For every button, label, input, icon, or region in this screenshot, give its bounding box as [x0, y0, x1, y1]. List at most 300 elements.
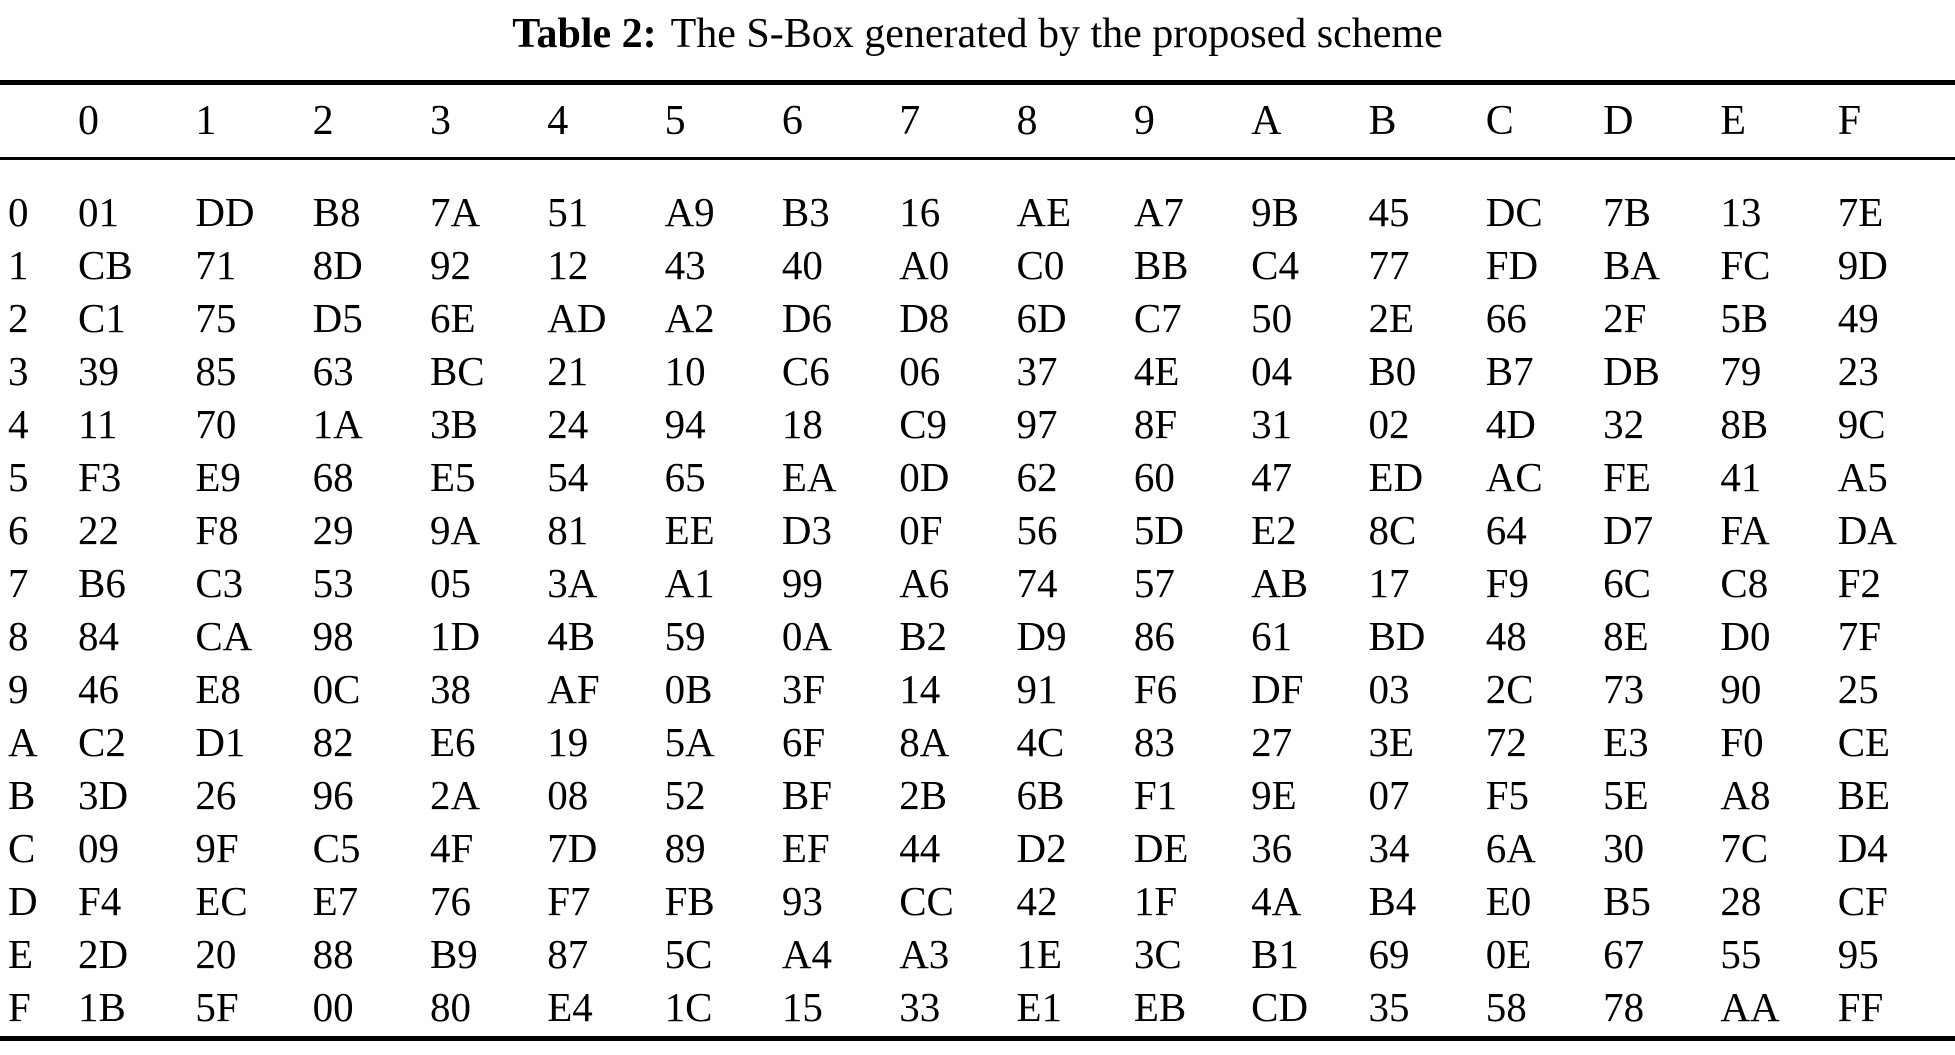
- sbox-cell: FC: [1720, 242, 1771, 288]
- sbox-cell: 04: [1251, 348, 1293, 394]
- sbox-cell: CE: [1837, 719, 1891, 765]
- sbox-cell: B5: [1603, 878, 1651, 924]
- sbox-cell: ED: [1368, 454, 1424, 500]
- sbox-cell: 88: [312, 931, 354, 977]
- col-header: C: [1485, 98, 1514, 144]
- sbox-cell: 39: [78, 348, 119, 394]
- sbox-cell: F7: [547, 878, 591, 924]
- sbox-cell: 57: [1133, 560, 1175, 606]
- sbox-cell: 6B: [1016, 772, 1065, 818]
- col-header: 9: [1133, 98, 1155, 144]
- sbox-cell: 07: [1368, 772, 1410, 818]
- row-header: C: [8, 825, 36, 871]
- sbox-cell: C9: [899, 401, 948, 447]
- col-header: A: [1251, 98, 1282, 144]
- sbox-cell: 17: [1368, 560, 1410, 606]
- sbox-cell: 64: [1485, 507, 1527, 553]
- sbox-cell: 96: [312, 772, 354, 818]
- sbox-cell: 6F: [781, 719, 826, 765]
- sbox-cell: B0: [1368, 348, 1417, 394]
- sbox-cell: 3E: [1368, 719, 1414, 765]
- sbox-cell: DE: [1133, 825, 1189, 871]
- sbox-cell: 18: [781, 401, 823, 447]
- sbox-cell: 1B: [78, 984, 126, 1030]
- sbox-cell: E4: [547, 984, 593, 1030]
- table-row: [0, 663, 1955, 716]
- sbox-cell: 4E: [1133, 348, 1180, 394]
- col-header: 3: [429, 98, 451, 144]
- sbox-cell: 85: [195, 348, 237, 394]
- sbox-cell: 46: [78, 666, 119, 712]
- col-header: B: [1368, 98, 1397, 144]
- sbox-cell: 22: [78, 507, 119, 553]
- sbox-cell: 19: [547, 719, 589, 765]
- sbox-cell: 5E: [1603, 772, 1649, 818]
- sbox-cell: 69: [1368, 931, 1410, 977]
- row-header: 7: [8, 560, 29, 606]
- sbox-cell: 0F: [899, 507, 943, 553]
- sbox-cell: E7: [312, 878, 359, 924]
- sbox-cell: 21: [547, 348, 589, 394]
- sbox-cell: 9C: [1837, 401, 1886, 447]
- row-header: 3: [8, 348, 29, 394]
- sbox-cell: A7: [1133, 189, 1184, 235]
- sbox-cell: 82: [312, 719, 354, 765]
- sbox-cell: 5C: [664, 931, 713, 977]
- sbox-cell: 05: [429, 560, 471, 606]
- sbox-cell: AA: [1720, 984, 1780, 1030]
- sbox-cell: 76: [429, 878, 471, 924]
- col-header: 5: [664, 98, 686, 144]
- sbox-cell: D4: [1837, 825, 1888, 871]
- sbox-cell: 42: [1016, 878, 1058, 924]
- row-header: A: [8, 719, 38, 765]
- sbox-cell: F8: [195, 507, 239, 553]
- sbox-cell: 77: [1368, 242, 1410, 288]
- sbox-cell: 8B: [1720, 401, 1769, 447]
- sbox-cell: 60: [1133, 454, 1175, 500]
- sbox-cell: D9: [1016, 613, 1067, 659]
- sbox-cell: 9B: [1251, 189, 1299, 235]
- sbox-cell: 33: [899, 984, 941, 1030]
- sbox-cell: 32: [1603, 401, 1645, 447]
- sbox-cell: 68: [312, 454, 354, 500]
- sbox-cell: 23: [1837, 348, 1879, 394]
- sbox-cell: B3: [781, 189, 830, 235]
- sbox-cell: 59: [664, 613, 706, 659]
- sbox-cell: E1: [1016, 984, 1063, 1030]
- sbox-cell: E6: [429, 719, 476, 765]
- row-header: 9: [8, 666, 29, 712]
- sbox-cell: 78: [1603, 984, 1645, 1030]
- sbox-cell: D3: [781, 507, 832, 553]
- sbox-cell: 87: [547, 931, 589, 977]
- row-header: F: [8, 984, 31, 1030]
- sbox-cell: 9F: [195, 825, 239, 871]
- row-header: D: [8, 878, 38, 924]
- sbox-cell: 5A: [664, 719, 715, 765]
- sbox-cell: 37: [1016, 348, 1058, 394]
- table-row: [0, 504, 1955, 557]
- sbox-cell: 7D: [547, 825, 598, 871]
- sbox-cell: 3A: [547, 560, 598, 606]
- sbox-cell: 51: [547, 189, 589, 235]
- sbox-cell: 34: [1368, 825, 1410, 871]
- sbox-cell: 55: [1720, 931, 1762, 977]
- header-row: [0, 85, 1955, 157]
- row-header: 1: [8, 242, 29, 288]
- sbox-cell: A1: [664, 560, 715, 606]
- sbox-cell: D7: [1603, 507, 1654, 553]
- sbox-cell: B6: [78, 560, 126, 606]
- sbox-cell: F0: [1720, 719, 1764, 765]
- sbox-cell: A5: [1837, 454, 1888, 500]
- sbox-cell: 38: [429, 666, 471, 712]
- sbox-cell: 70: [195, 401, 237, 447]
- table-row: [0, 557, 1955, 610]
- sbox-cell: 80: [429, 984, 471, 1030]
- sbox-cell: 20: [195, 931, 237, 977]
- sbox-cell: 8F: [1133, 401, 1178, 447]
- sbox-cell: 35: [1368, 984, 1410, 1030]
- sbox-cell: 5F: [195, 984, 239, 1030]
- sbox-cell: C0: [1016, 242, 1065, 288]
- table-row: [0, 875, 1955, 928]
- sbox-cell: E3: [1603, 719, 1649, 765]
- table-row: [0, 822, 1955, 875]
- sbox-cell: 12: [547, 242, 589, 288]
- sbox-cell: 7A: [429, 189, 481, 235]
- sbox-cell: FE: [1603, 454, 1651, 500]
- sbox-cell: 1F: [1133, 878, 1178, 924]
- sbox-cell: 91: [1016, 666, 1058, 712]
- sbox-cell: 4F: [429, 825, 474, 871]
- sbox-cell: D0: [1720, 613, 1771, 659]
- sbox-cell: DF: [1251, 666, 1304, 712]
- sbox-cell: 97: [1016, 401, 1058, 447]
- sbox-cell: 29: [312, 507, 354, 553]
- sbox-cell: EF: [781, 825, 830, 871]
- table-row: [0, 769, 1955, 822]
- sbox-cell: 28: [1720, 878, 1762, 924]
- sbox-cell: 00: [312, 984, 354, 1030]
- sbox-cell: F5: [1485, 772, 1530, 818]
- sbox-cell: 01: [78, 189, 119, 235]
- sbox-cell: 92: [429, 242, 471, 288]
- sbox-cell: 27: [1251, 719, 1293, 765]
- sbox-cell: DB: [1603, 348, 1661, 394]
- sbox-cell: 48: [1485, 613, 1527, 659]
- sbox-cell: FD: [1485, 242, 1539, 288]
- sbox-cell: 9D: [1837, 242, 1888, 288]
- sbox-cell: AF: [547, 666, 600, 712]
- sbox-cell: FB: [664, 878, 715, 924]
- sbox-cell: A9: [664, 189, 715, 235]
- sbox-cell: 53: [312, 560, 354, 606]
- sbox-cell: E5: [429, 454, 476, 500]
- sbox-cell: 4C: [1016, 719, 1065, 765]
- sbox-cell: 62: [1016, 454, 1058, 500]
- sbox-cell: 52: [664, 772, 706, 818]
- row-header: 5: [8, 454, 29, 500]
- sbox-cell: 15: [781, 984, 823, 1030]
- sbox-cell: D2: [1016, 825, 1067, 871]
- sbox-cell: 54: [547, 454, 589, 500]
- sbox-cell: AC: [1485, 454, 1543, 500]
- sbox-cell: 4B: [547, 613, 596, 659]
- sbox-cell: 1E: [1016, 931, 1063, 977]
- sbox-cell: 49: [1837, 295, 1879, 341]
- sbox-cell: BB: [1133, 242, 1189, 288]
- col-header: 6: [781, 98, 803, 144]
- sbox-cell: 3D: [78, 772, 129, 818]
- table-caption-label: Table 2:: [512, 11, 657, 57]
- col-header: D: [1603, 98, 1634, 144]
- sbox-cell: 25: [1837, 666, 1879, 712]
- sbox-cell: 43: [664, 242, 706, 288]
- sbox-cell: C6: [781, 348, 830, 394]
- sbox-cell: 11: [78, 401, 118, 447]
- sbox-cell: 7E: [1837, 189, 1884, 235]
- sbox-cell: 86: [1133, 613, 1175, 659]
- table-row: [0, 928, 1955, 981]
- sbox-cell: C5: [312, 825, 361, 871]
- row-header: 2: [8, 295, 29, 341]
- table-caption-text: The S-Box generated by the proposed scheme: [670, 11, 1443, 57]
- sbox-cell: F1: [1133, 772, 1178, 818]
- sbox-cell: BD: [1368, 613, 1426, 659]
- sbox-cell: 98: [312, 613, 354, 659]
- sbox-cell: F9: [1485, 560, 1530, 606]
- sbox-cell: 7C: [1720, 825, 1769, 871]
- sbox-cell: 36: [1251, 825, 1293, 871]
- sbox-cell: 47: [1251, 454, 1293, 500]
- sbox-cell: F4: [78, 878, 122, 924]
- sbox-cell: 02: [1368, 401, 1410, 447]
- sbox-cell: 2C: [1485, 666, 1534, 712]
- sbox-cell: E2: [1251, 507, 1297, 553]
- row-header: E: [8, 931, 34, 977]
- sbox-cell: 03: [1368, 666, 1410, 712]
- sbox-cell: B1: [1251, 931, 1299, 977]
- table-row: [0, 610, 1955, 663]
- sbox-cell: EC: [195, 878, 248, 924]
- sbox-cell: 4A: [1251, 878, 1302, 924]
- sbox-cell: 72: [1485, 719, 1527, 765]
- sbox-cell: 5B: [1720, 295, 1769, 341]
- sbox-cell: 08: [547, 772, 589, 818]
- table-body: [0, 160, 1955, 1034]
- sbox-cell: 1D: [429, 613, 481, 659]
- bottom-rule: [0, 1036, 1955, 1041]
- sbox-cell: 09: [78, 825, 119, 871]
- sbox-cell: CB: [78, 242, 133, 288]
- sbox-cell: D5: [312, 295, 363, 341]
- sbox-cell: 9A: [429, 507, 481, 553]
- sbox-cell: 65: [664, 454, 706, 500]
- sbox-cell: 2A: [429, 772, 481, 818]
- sbox-cell: 0B: [664, 666, 713, 712]
- sbox-cell: C3: [195, 560, 244, 606]
- sbox-cell: 44: [899, 825, 941, 871]
- sbox-cell: 2E: [1368, 295, 1414, 341]
- sbox-cell: 06: [899, 348, 941, 394]
- sbox-cell: 89: [664, 825, 706, 871]
- table-row: [0, 398, 1955, 451]
- sbox-cell: CC: [899, 878, 954, 924]
- sbox-cell: C4: [1251, 242, 1299, 288]
- sbox-cell: E8: [195, 666, 241, 712]
- sbox-cell: 5D: [1133, 507, 1184, 553]
- sbox-cell: C1: [78, 295, 126, 341]
- sbox-cell: E9: [195, 454, 241, 500]
- sbox-cell: 13: [1720, 189, 1762, 235]
- sbox-cell: 8E: [1603, 613, 1649, 659]
- sbox-cell: F3: [78, 454, 122, 500]
- sbox-cell: 73: [1603, 666, 1645, 712]
- sbox-cell: 67: [1603, 931, 1645, 977]
- sbox-cell: 1A: [312, 401, 363, 447]
- sbox-cell: 8C: [1368, 507, 1417, 553]
- sbox-cell: 45: [1368, 189, 1410, 235]
- sbox-cell: 14: [899, 666, 941, 712]
- sbox-cell: BA: [1603, 242, 1661, 288]
- sbox-cell: EE: [664, 507, 715, 553]
- sbox-cell: C7: [1133, 295, 1182, 341]
- sbox-cell: DC: [1485, 189, 1543, 235]
- sbox-cell: 94: [664, 401, 706, 447]
- sbox-cell: B2: [899, 613, 948, 659]
- sbox-cell: D8: [899, 295, 950, 341]
- sbox-cell: B4: [1368, 878, 1417, 924]
- sbox-cell: D1: [195, 719, 246, 765]
- sbox-cell: C2: [78, 719, 126, 765]
- sbox-cell: CD: [1251, 984, 1309, 1030]
- sbox-cell: FA: [1720, 507, 1770, 553]
- sbox-cell: 2D: [78, 931, 129, 977]
- sbox-cell: A2: [664, 295, 715, 341]
- sbox-cell: 6A: [1485, 825, 1536, 871]
- sbox-cell: 3C: [1133, 931, 1182, 977]
- sbox-cell: 2B: [899, 772, 948, 818]
- sbox-cell: 2F: [1603, 295, 1647, 341]
- sbox-cell: A4: [781, 931, 832, 977]
- sbox-cell: 93: [781, 878, 823, 924]
- sbox-cell: 0C: [312, 666, 361, 712]
- row-header: 8: [8, 613, 29, 659]
- sbox-cell: B8: [312, 189, 361, 235]
- sbox-cell: 6C: [1603, 560, 1651, 606]
- sbox-cell: A0: [899, 242, 950, 288]
- sbox-cell: A6: [899, 560, 950, 606]
- sbox-cell: 81: [547, 507, 589, 553]
- sbox-cell: 83: [1133, 719, 1175, 765]
- sbox-cell: 7B: [1603, 189, 1651, 235]
- sbox-cell: EA: [781, 454, 837, 500]
- sbox-cell: CA: [195, 613, 253, 659]
- sbox-cell: 3F: [781, 666, 826, 712]
- col-header: 1: [195, 98, 217, 144]
- sbox-cell: C8: [1720, 560, 1769, 606]
- sbox-cell: 0E: [1485, 931, 1532, 977]
- sbox-cell: 56: [1016, 507, 1058, 553]
- sbox-cell: AB: [1251, 560, 1309, 606]
- sbox-cell: 6E: [429, 295, 476, 341]
- col-header: E: [1720, 98, 1747, 144]
- sbox-cell: 0A: [781, 613, 832, 659]
- sbox-cell: D6: [781, 295, 832, 341]
- sbox-cell: 16: [899, 189, 941, 235]
- sbox-cell: 74: [1016, 560, 1058, 606]
- sbox-cell: BE: [1837, 772, 1891, 818]
- sbox-cell: FF: [1837, 984, 1884, 1030]
- table-row: [0, 716, 1955, 769]
- sbox-cell: 71: [195, 242, 237, 288]
- sbox-cell: 3B: [429, 401, 478, 447]
- row-header: 4: [8, 401, 29, 447]
- row-header: 6: [8, 507, 29, 553]
- col-header: 7: [899, 98, 921, 144]
- col-header: 2: [312, 98, 334, 144]
- sbox-cell: AE: [1016, 189, 1072, 235]
- sbox-cell: F6: [1133, 666, 1178, 712]
- sbox-cell: 7F: [1837, 613, 1881, 659]
- table-caption: [0, 0, 1955, 80]
- sbox-cell: E0: [1485, 878, 1532, 924]
- sbox-cell: 9E: [1251, 772, 1297, 818]
- table-row: [0, 345, 1955, 398]
- sbox-cell: B7: [1485, 348, 1534, 394]
- sbox-cell: 66: [1485, 295, 1527, 341]
- sbox-cell: 99: [781, 560, 823, 606]
- sbox-cell: B9: [429, 931, 478, 977]
- sbox-cell: 75: [195, 295, 237, 341]
- sbox-cell: A8: [1720, 772, 1771, 818]
- sbox-cell: 50: [1251, 295, 1293, 341]
- sbox-cell: 95: [1837, 931, 1879, 977]
- sbox-cell: 0D: [899, 454, 950, 500]
- sbox-cell: 1C: [664, 984, 713, 1030]
- sbox-cell: AD: [547, 295, 607, 341]
- sbox-cell: 58: [1485, 984, 1527, 1030]
- sbox-cell: 10: [664, 348, 706, 394]
- sbox-cell: EB: [1133, 984, 1187, 1030]
- col-header: 0: [78, 98, 99, 144]
- sbox-cell: CF: [1837, 878, 1888, 924]
- row-header: B: [8, 772, 36, 818]
- sbox-cell: 84: [78, 613, 119, 659]
- sbox-cell: DD: [195, 189, 255, 235]
- table-row: [0, 186, 1955, 239]
- table-row: [0, 239, 1955, 292]
- sbox-cell: 30: [1603, 825, 1645, 871]
- sbox-cell: 79: [1720, 348, 1762, 394]
- sbox-cell: A3: [899, 931, 950, 977]
- sbox-cell: 8A: [899, 719, 950, 765]
- sbox-cell: 8D: [312, 242, 363, 288]
- sbox-cell: 90: [1720, 666, 1762, 712]
- table-row: [0, 981, 1955, 1034]
- sbox-cell: 63: [312, 348, 354, 394]
- table-row: [0, 451, 1955, 504]
- sbox-cell: F2: [1837, 560, 1881, 606]
- sbox-cell: 41: [1720, 454, 1762, 500]
- row-header: 0: [8, 189, 29, 235]
- sbox-cell: 40: [781, 242, 823, 288]
- sbox-cell: BF: [781, 772, 833, 818]
- sbox-cell: 26: [195, 772, 237, 818]
- col-header: 4: [547, 98, 569, 144]
